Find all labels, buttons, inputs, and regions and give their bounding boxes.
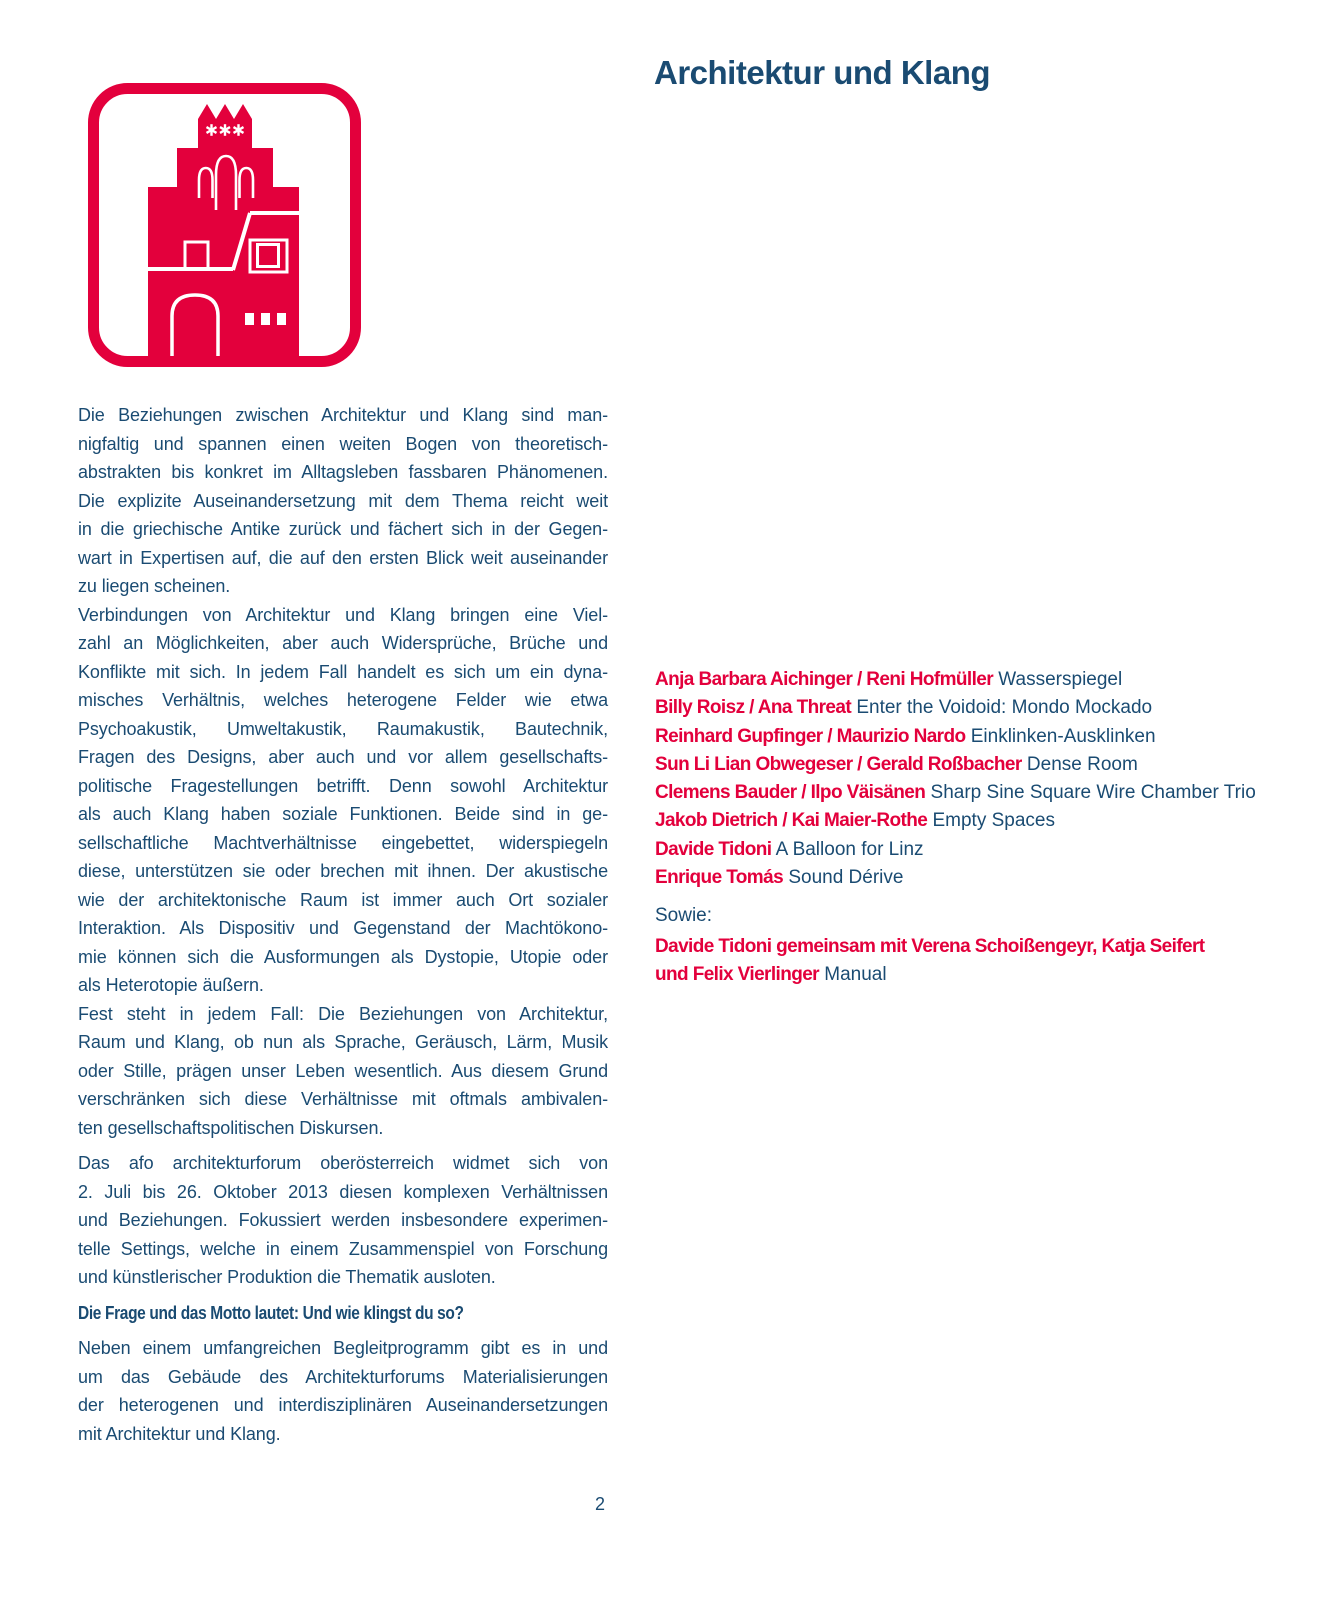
body-text-line: wart in Expertisen auf, die auf den ersten Blick weit auseinander — [78, 547, 608, 568]
body-text-line: nigfaltig und spannen einen weiten Bogen von theoretisch- — [78, 433, 608, 454]
project-item — [655, 807, 1256, 835]
body-paragraph — [78, 401, 608, 601]
project-artists: Reinhard Gupfinger / Maurizio Nardo — [655, 725, 966, 747]
project-item — [655, 961, 1256, 989]
body-text-line: Konflikte mit sich. In jedem Fall handelt es sich um ein dyna- — [78, 661, 608, 682]
project-title: Sharp Sine Square Wire Chamber Trio — [925, 782, 1256, 804]
body-text-line: Das afo architekturforum oberösterreich widmet sich von — [78, 1153, 608, 1173]
body-text-line: in die griechische Antike zurück und fächert sich in der Gegen- — [78, 519, 608, 539]
body-text-line: 2. Juli bis 26. Oktober 2013 diesen komplexen Verhältnissen — [78, 1181, 608, 1202]
body-paragraphs — [78, 401, 608, 1448]
body-paragraph — [78, 1334, 608, 1448]
project-item — [655, 779, 1256, 807]
page-title: Architektur und Klang — [654, 54, 991, 91]
body-text-line: mit Architektur und Klang. — [78, 1423, 281, 1444]
body-text-line: misches Verhältnis, welches heterogene Felder wie etwa — [78, 690, 608, 710]
project-artists: Sun Li Lian Obwegeser / Gerald Roßbacher — [655, 753, 1022, 775]
body-text-line: Fest steht in jedem Fall: Die Beziehungen von Architektur, — [78, 1003, 608, 1024]
body-text-line: sellschaftliche Machtverhältnisse eingebettet, widerspiegeln — [78, 832, 608, 853]
body-text-line: Verbindungen von Architektur und Klang bringen eine Viel- — [78, 604, 608, 625]
project-artists: Anja Barbara Aichinger / Reni Hofmüller — [655, 669, 994, 690]
project-item — [655, 751, 1256, 779]
project-artists: Davide Tidoni — [655, 838, 772, 860]
project-title: Einklinken-Ausklinken — [965, 725, 1156, 747]
additional-project-list — [655, 933, 1256, 990]
project-artists: Clemens Bauder / Ilpo Väisänen — [655, 782, 926, 804]
body-text-line: verschränken sich diese Verhältnisse mit oftmals ambivalen- — [78, 1089, 608, 1109]
body-text-line: um das Gebäude des Architekturforums Materialisierungen — [78, 1366, 608, 1387]
body-paragraph — [78, 1149, 608, 1292]
body-text-line: Die Frage und das Motto lautet: Und wie klingst du so? — [78, 1302, 464, 1323]
project-title: Enter the Voidoid: Mondo Mockado — [851, 697, 1153, 719]
body-text-line: oder Stille, prägen unser Leben wesentlich. Aus diesem Grund — [78, 1060, 608, 1081]
body-text-line: Interaktion. Als Dispositiv und Gegenstand der Machtökono- — [78, 918, 608, 938]
star-icons — [207, 124, 244, 136]
project-title: Manual — [818, 963, 887, 985]
body-paragraph — [78, 601, 608, 1000]
project-title: Dense Room — [1021, 753, 1138, 775]
body-text-line: Neben einem umfangreichen Begleitprogramm gibt es in und — [78, 1338, 608, 1358]
project-item — [655, 864, 1256, 892]
body-text-line: mie können sich die Ausformungen als Dystopie, Utopie oder — [78, 946, 608, 967]
body-text-line: als Heterotopie äußern. — [78, 975, 264, 995]
motto-paragraph — [78, 1299, 608, 1328]
body-text-line: diese, unterstützen sie oder brechen mit ihnen. Der akustische — [78, 861, 608, 881]
body-text-line: ten gesellschaftspolitischen Diskursen. — [78, 1117, 384, 1138]
body-text-line: Psychoakustik, Umweltakustik, Raumakustik, Bautechnik, — [78, 718, 608, 739]
body-text-line: Raum und Klang, ob nun als Sprache, Geräusch, Lärm, Musik — [78, 1032, 608, 1052]
building-icon — [88, 83, 361, 367]
body-text-line: Die Beziehungen zwischen Architektur und Klang sind man- — [78, 405, 608, 425]
body-text-line: telle Settings, welche in einem Zusammenspiel von Forschung — [78, 1238, 608, 1259]
project-item — [655, 836, 1256, 864]
page-number: 2 — [594, 1494, 605, 1514]
project-artists: Davide Tidoni gemeinsam mit Verena Schoißengeyr, Katja Seifert — [655, 935, 1205, 957]
body-paragraph — [78, 1000, 608, 1143]
project-artists: Enrique Tomás — [655, 867, 784, 889]
body-text-line: und künstlerischer Produktion die Thematik ausloten. — [78, 1267, 496, 1287]
project-title: Empty Spaces — [927, 810, 1055, 832]
sowie-label: Sowie: — [655, 905, 713, 927]
project-artists: Billy Roisz / Ana Threat — [655, 697, 852, 719]
project-title: Wasserspiegel — [993, 669, 1123, 690]
project-item — [655, 694, 1256, 722]
body-text-line: abstrakten bis konkret im Alltagsleben fassbaren Phänomenen. — [78, 462, 608, 482]
project-item — [655, 666, 1256, 694]
projects-section — [655, 666, 1256, 989]
body-text-line: der heterogenen und interdisziplinären Auseinandersetzungen — [78, 1395, 608, 1415]
project-item — [655, 933, 1256, 961]
body-text-line: und Beziehungen. Fokussiert werden insbesondere experimen- — [78, 1210, 608, 1230]
project-artists: und Felix Vierlinger — [655, 963, 819, 985]
body-text-line: wie der architektonische Raum ist immer auch Ort sozialer — [78, 889, 608, 910]
body-text-line: als auch Klang haben soziale Funktionen. Beide sind in ge- — [78, 804, 608, 824]
body-text-line: zu liegen scheinen. — [78, 576, 231, 596]
afo-building-logo-icon — [88, 83, 361, 367]
project-title: Sound Dérive — [783, 867, 904, 889]
window-squares — [245, 313, 286, 325]
body-text-line: politische Fragestellungen betrifft. Denn sowohl Architektur — [78, 775, 608, 796]
project-item — [655, 723, 1256, 751]
project-list — [655, 666, 1256, 892]
body-text-line: Fragen des Designs, aber auch und vor allem gesellschafts- — [78, 747, 608, 767]
body-text-line: Die explizite Auseinandersetzung mit dem Thema reicht weit — [78, 490, 608, 511]
project-title: A Balloon for Linz — [771, 838, 924, 860]
body-text-line: zahl an Möglichkeiten, aber auch Widersprüche, Brüche und — [78, 633, 608, 653]
project-artists: Jakob Dietrich / Kai Maier-Rothe — [655, 810, 928, 832]
